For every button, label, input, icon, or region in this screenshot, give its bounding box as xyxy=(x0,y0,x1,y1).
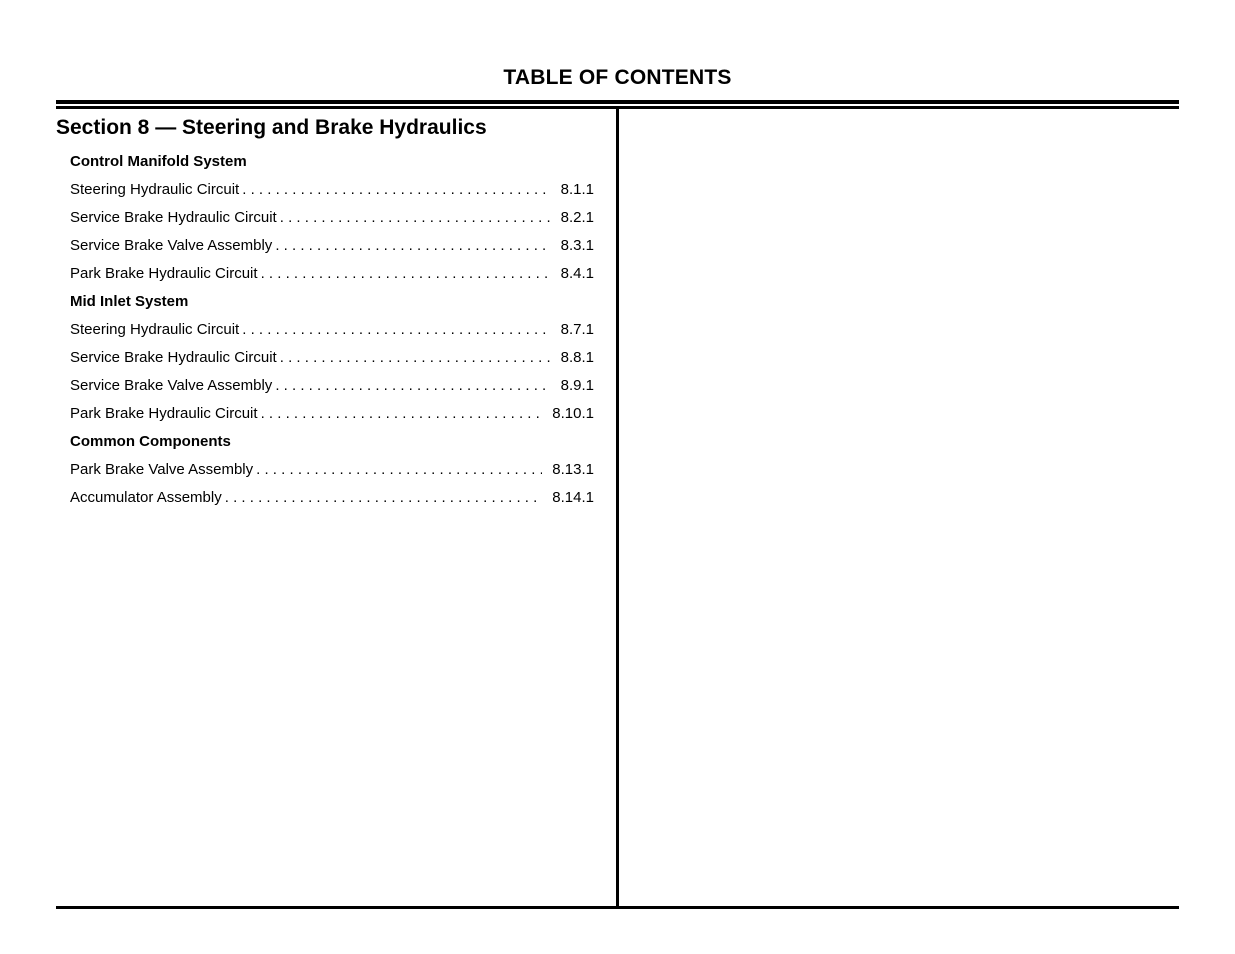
toc-dot-leader xyxy=(280,344,551,372)
toc-entry-label: Service Brake Hydraulic Circuit xyxy=(70,349,277,366)
toc-dot-leader xyxy=(261,400,543,428)
toc-entry-label: Park Brake Valve Assembly xyxy=(70,461,254,478)
header-rule-thick xyxy=(56,100,1179,104)
toc-entry[interactable] xyxy=(70,176,594,204)
toc-entry-page: 8.7.1 xyxy=(560,321,594,338)
toc-entry-page: 8.9.1 xyxy=(560,377,594,394)
toc-entry-page: 8.3.1 xyxy=(560,237,594,254)
footer-rule xyxy=(56,906,1179,909)
toc-entry[interactable] xyxy=(70,456,594,484)
toc-group-heading: Control Manifold System xyxy=(70,153,247,170)
toc-entry-page: 8.1.1 xyxy=(560,181,594,198)
toc-entry-label: Service Brake Valve Assembly xyxy=(70,377,273,394)
toc-entry-label: Park Brake Hydraulic Circuit xyxy=(70,265,258,282)
toc-entry-page: 8.13.1 xyxy=(552,461,594,478)
toc-dot-leader xyxy=(242,316,550,344)
toc-entry-page: 8.4.1 xyxy=(560,265,594,282)
toc-list xyxy=(70,148,594,512)
toc-dot-leader xyxy=(242,176,550,204)
toc-group-heading: Mid Inlet System xyxy=(70,293,189,310)
toc-entry-page: 8.10.1 xyxy=(552,405,594,422)
toc-entry-page: 8.2.1 xyxy=(560,209,594,226)
toc-entry-label: Steering Hydraulic Circuit xyxy=(70,181,240,198)
toc-dot-leader xyxy=(275,372,550,400)
toc-entry-label: Accumulator Assembly xyxy=(70,489,222,506)
toc-entry-label: Steering Hydraulic Circuit xyxy=(70,321,240,338)
toc-entry-label: Service Brake Valve Assembly xyxy=(70,237,273,254)
toc-dot-leader xyxy=(280,204,551,232)
toc-entry-page: 8.14.1 xyxy=(552,489,594,506)
toc-entry[interactable] xyxy=(70,316,594,344)
toc-dot-leader xyxy=(225,484,543,512)
toc-entry-page: 8.8.1 xyxy=(560,349,594,366)
toc-entry[interactable] xyxy=(70,372,594,400)
toc-dot-leader xyxy=(261,260,551,288)
toc-entry[interactable] xyxy=(70,232,594,260)
toc-entry[interactable] xyxy=(70,400,594,428)
toc-entry[interactable] xyxy=(70,204,594,232)
section-title: Section 8 — Steering and Brake Hydraulics xyxy=(56,116,487,139)
toc-entry[interactable] xyxy=(70,344,594,372)
toc-entry-label: Service Brake Hydraulic Circuit xyxy=(70,209,277,226)
toc-entry-label: Park Brake Hydraulic Circuit xyxy=(70,405,258,422)
column-divider xyxy=(616,109,619,909)
toc-entry[interactable] xyxy=(70,484,594,512)
page-title: TABLE OF CONTENTS xyxy=(503,66,732,89)
toc-entry[interactable] xyxy=(70,260,594,288)
toc-dot-leader xyxy=(275,232,550,260)
toc-group-heading: Common Components xyxy=(70,433,231,450)
toc-dot-leader xyxy=(256,456,542,484)
